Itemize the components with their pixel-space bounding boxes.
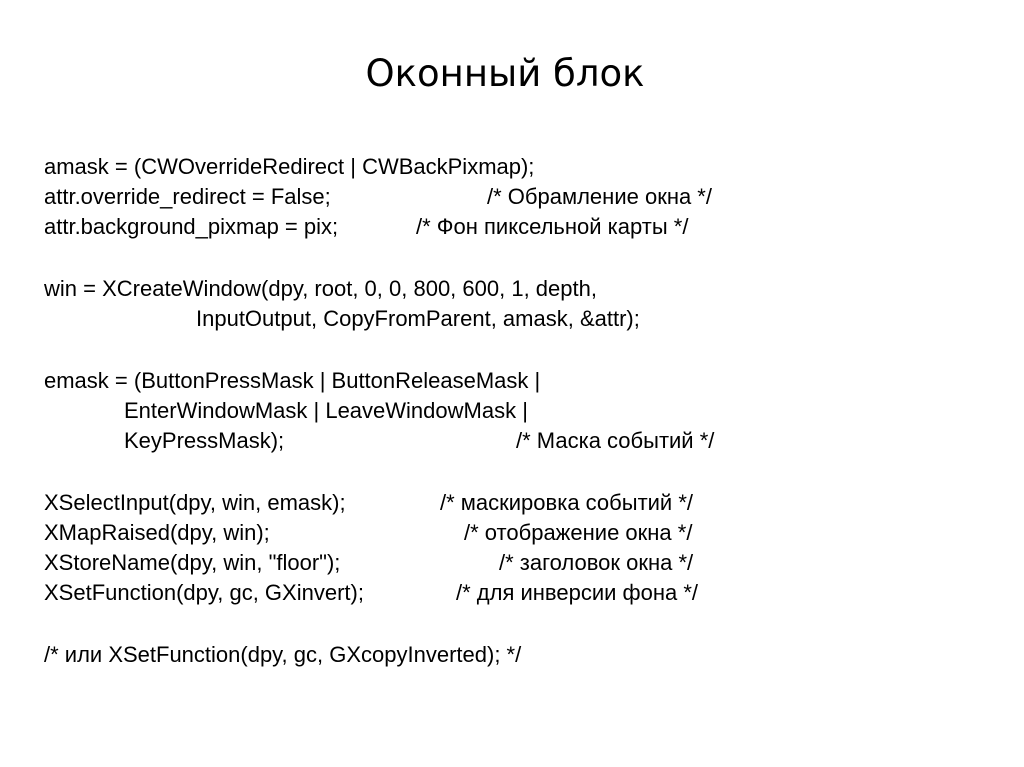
code-comment: /* отображение окна */ bbox=[464, 520, 693, 545]
code-comment: /* маскировка событий */ bbox=[440, 490, 694, 515]
code-line: attr.override_redirect = False; bbox=[44, 184, 331, 209]
code-line: KeyPressMask); bbox=[124, 428, 285, 453]
code-comment: /* Фон пиксельной карты */ bbox=[416, 214, 689, 239]
code-line: XMapRaised(dpy, win); bbox=[44, 520, 270, 545]
code-line: emask = (ButtonPressMask | ButtonReleaseMask | bbox=[44, 368, 541, 393]
code-line: /* или XSetFunction(dpy, gc, GXcopyInverted); */ bbox=[44, 642, 522, 667]
code-line: EnterWindowMask | LeaveWindowMask | bbox=[124, 398, 528, 423]
code-line: InputOutput, CopyFromParent, amask, &attr); bbox=[196, 306, 640, 331]
code-comment: /* Обрамление окна */ bbox=[487, 184, 712, 209]
slide-title: Оконный блок bbox=[365, 52, 645, 95]
code-line: XSetFunction(dpy, gc, GXinvert); bbox=[44, 580, 364, 605]
code-line: XStoreName(dpy, win, "floor"); bbox=[44, 550, 341, 575]
code-line: amask = (CWOverrideRedirect | CWBackPixmap); bbox=[44, 154, 535, 179]
code-comment: /* Маска событий */ bbox=[516, 428, 715, 453]
code-line: XSelectInput(dpy, win, emask); bbox=[44, 490, 346, 515]
code-comment: /* заголовок окна */ bbox=[499, 550, 694, 575]
code-line: attr.background_pixmap = pix; bbox=[44, 214, 339, 239]
code-line: win = XCreateWindow(dpy, root, 0, 0, 800, 600, 1, depth, bbox=[44, 276, 597, 301]
code-comment: /* для инверсии фона */ bbox=[456, 580, 699, 605]
